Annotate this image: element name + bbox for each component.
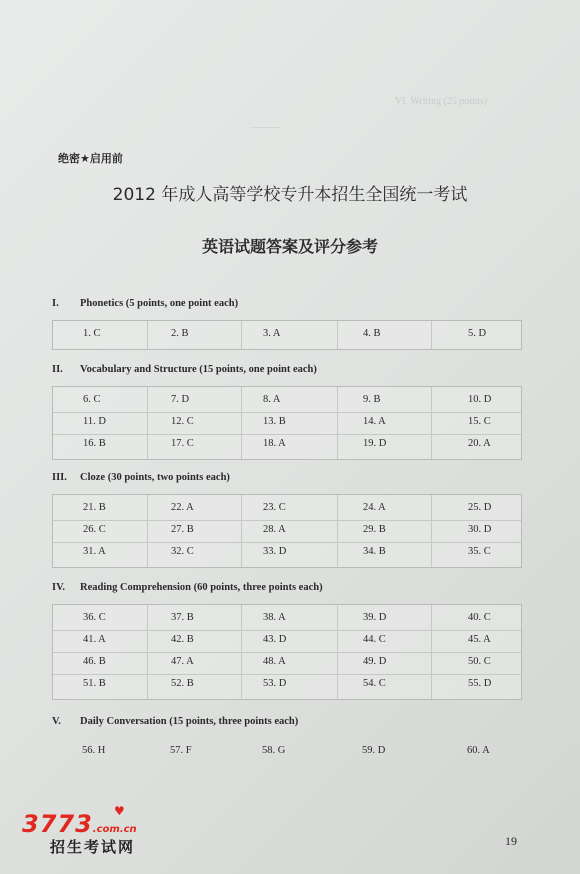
answer-cell: 14. A — [363, 416, 386, 427]
answer-cell: 21. B — [83, 502, 106, 513]
answer-cell: 42. B — [171, 634, 194, 645]
answer-cell: 44. C — [363, 634, 386, 645]
answer-row — [53, 434, 521, 456]
section-heading — [52, 298, 238, 309]
answer-cell: 31. A — [83, 546, 106, 557]
answer-cell: 36. C — [83, 612, 106, 623]
bleed-through-text: VI. Writing (25 points) — [395, 96, 488, 107]
answer-table — [52, 386, 522, 460]
section-heading — [52, 716, 298, 727]
section-title: Cloze (30 points, two points each) — [80, 472, 230, 483]
answer-cell: 52. B — [171, 678, 194, 689]
answer-cell: 53. D — [263, 678, 287, 689]
answer-cell: 46. B — [83, 656, 106, 667]
answer-cell: 3. A — [263, 328, 281, 339]
answer-row — [53, 412, 521, 434]
answer-table — [52, 320, 522, 350]
section-title: Daily Conversation (15 points, three points each) — [80, 716, 299, 727]
answer-cell: 6. C — [83, 394, 101, 405]
answer-row — [53, 498, 521, 520]
answer-cell: 33. D — [263, 546, 287, 557]
answer-row — [53, 520, 521, 542]
answer-cell: 12. C — [171, 416, 194, 427]
answer-cell: 38. A — [263, 612, 286, 623]
answer-cell: 2. B — [171, 328, 189, 339]
answer-table — [52, 738, 520, 766]
answer-cell: 23. C — [263, 502, 286, 513]
answer-cell: 4. B — [363, 328, 381, 339]
table-divider — [53, 412, 521, 413]
answer-cell: 34. B — [363, 546, 386, 557]
section-number: V. — [52, 716, 61, 727]
answer-cell: 39. D — [363, 612, 387, 623]
answer-cell: 18. A — [263, 438, 286, 449]
page-number: 19 — [505, 834, 517, 848]
logo-number: 3773 — [22, 810, 93, 838]
answer-cell: 22. A — [171, 502, 194, 513]
answer-cell: 50. C — [468, 656, 491, 667]
answer-cell: 17. C — [171, 438, 194, 449]
answer-cell: 55. D — [468, 678, 492, 689]
answer-table — [52, 604, 522, 700]
answer-row — [53, 630, 521, 652]
answer-cell: 60. A — [467, 745, 490, 756]
answer-row — [53, 324, 521, 346]
watermark-logo — [22, 804, 137, 857]
answer-cell: 16. B — [83, 438, 106, 449]
answer-cell: 7. D — [171, 394, 190, 405]
bleed-through-text: ——— — [250, 122, 280, 133]
answer-row — [53, 652, 521, 674]
answer-cell: 58. G — [262, 745, 286, 756]
answer-cell: 40. C — [468, 612, 491, 623]
answer-cell: 28. A — [263, 524, 286, 535]
answer-cell: 1. C — [83, 328, 101, 339]
section-number: III. — [52, 472, 67, 483]
answer-cell: 11. D — [83, 416, 106, 427]
answer-row — [53, 390, 521, 412]
answer-row — [53, 674, 521, 696]
answer-cell: 59. D — [362, 745, 386, 756]
section-heading — [52, 472, 230, 483]
answer-cell: 25. D — [468, 502, 492, 513]
answer-cell: 30. D — [468, 524, 492, 535]
answer-cell: 37. B — [171, 612, 194, 623]
table-divider — [53, 542, 521, 543]
answer-cell: 45. A — [468, 634, 491, 645]
answer-cell: 26. C — [83, 524, 106, 535]
answer-cell: 19. D — [363, 438, 387, 449]
table-divider — [53, 630, 521, 631]
table-divider — [53, 520, 521, 521]
section-heading — [52, 364, 317, 375]
logo-tagline: 招生考试网 — [50, 838, 136, 856]
page-title: 2012 年成人高等学校专升本招生全国统一考试 — [112, 185, 468, 205]
section-title: Vocabulary and Structure (15 points, one point each) — [80, 364, 317, 375]
answer-cell: 29. B — [363, 524, 386, 535]
answer-cell: 27. B — [171, 524, 194, 535]
table-divider — [53, 434, 521, 435]
answer-row — [53, 542, 521, 564]
answer-cell: 15. C — [468, 416, 491, 427]
answer-cell: 35. C — [468, 546, 491, 557]
answer-cell: 8. A — [263, 394, 281, 405]
secret-mark: 绝密★启用前 — [58, 152, 123, 165]
answer-row — [52, 741, 520, 763]
answer-cell: 32. C — [171, 546, 194, 557]
answer-cell: 5. D — [468, 328, 487, 339]
answer-cell: 57. F — [170, 745, 192, 756]
answer-cell: 41. A — [83, 634, 106, 645]
answer-cell: 10. D — [468, 394, 492, 405]
section-heading — [52, 582, 323, 593]
table-divider — [53, 674, 521, 675]
answer-cell: 20. A — [468, 438, 491, 449]
section-title: Reading Comprehension (60 points, three points each) — [80, 582, 323, 593]
answer-cell: 9. B — [363, 394, 381, 405]
section-number: IV. — [52, 582, 65, 593]
answer-table — [52, 494, 522, 568]
table-divider — [53, 652, 521, 653]
answer-cell: 13. B — [263, 416, 286, 427]
answer-cell: 49. D — [363, 656, 387, 667]
answer-cell: 47. A — [171, 656, 194, 667]
answer-cell: 54. C — [363, 678, 386, 689]
answer-cell: 24. A — [363, 502, 386, 513]
heart-icon: ♥ — [114, 804, 125, 818]
section-number: I. — [52, 298, 59, 309]
answer-cell: 51. B — [83, 678, 106, 689]
answer-cell: 48. A — [263, 656, 286, 667]
answer-row — [53, 608, 521, 630]
answer-cell: 43. D — [263, 634, 287, 645]
section-number: II. — [52, 364, 63, 375]
page-subtitle: 英语试题答案及评分参考 — [201, 237, 378, 256]
logo-domain: .com.cn — [92, 824, 137, 835]
answer-cell: 56. H — [82, 745, 106, 756]
section-title: Phonetics (5 points, one point each) — [80, 298, 239, 309]
